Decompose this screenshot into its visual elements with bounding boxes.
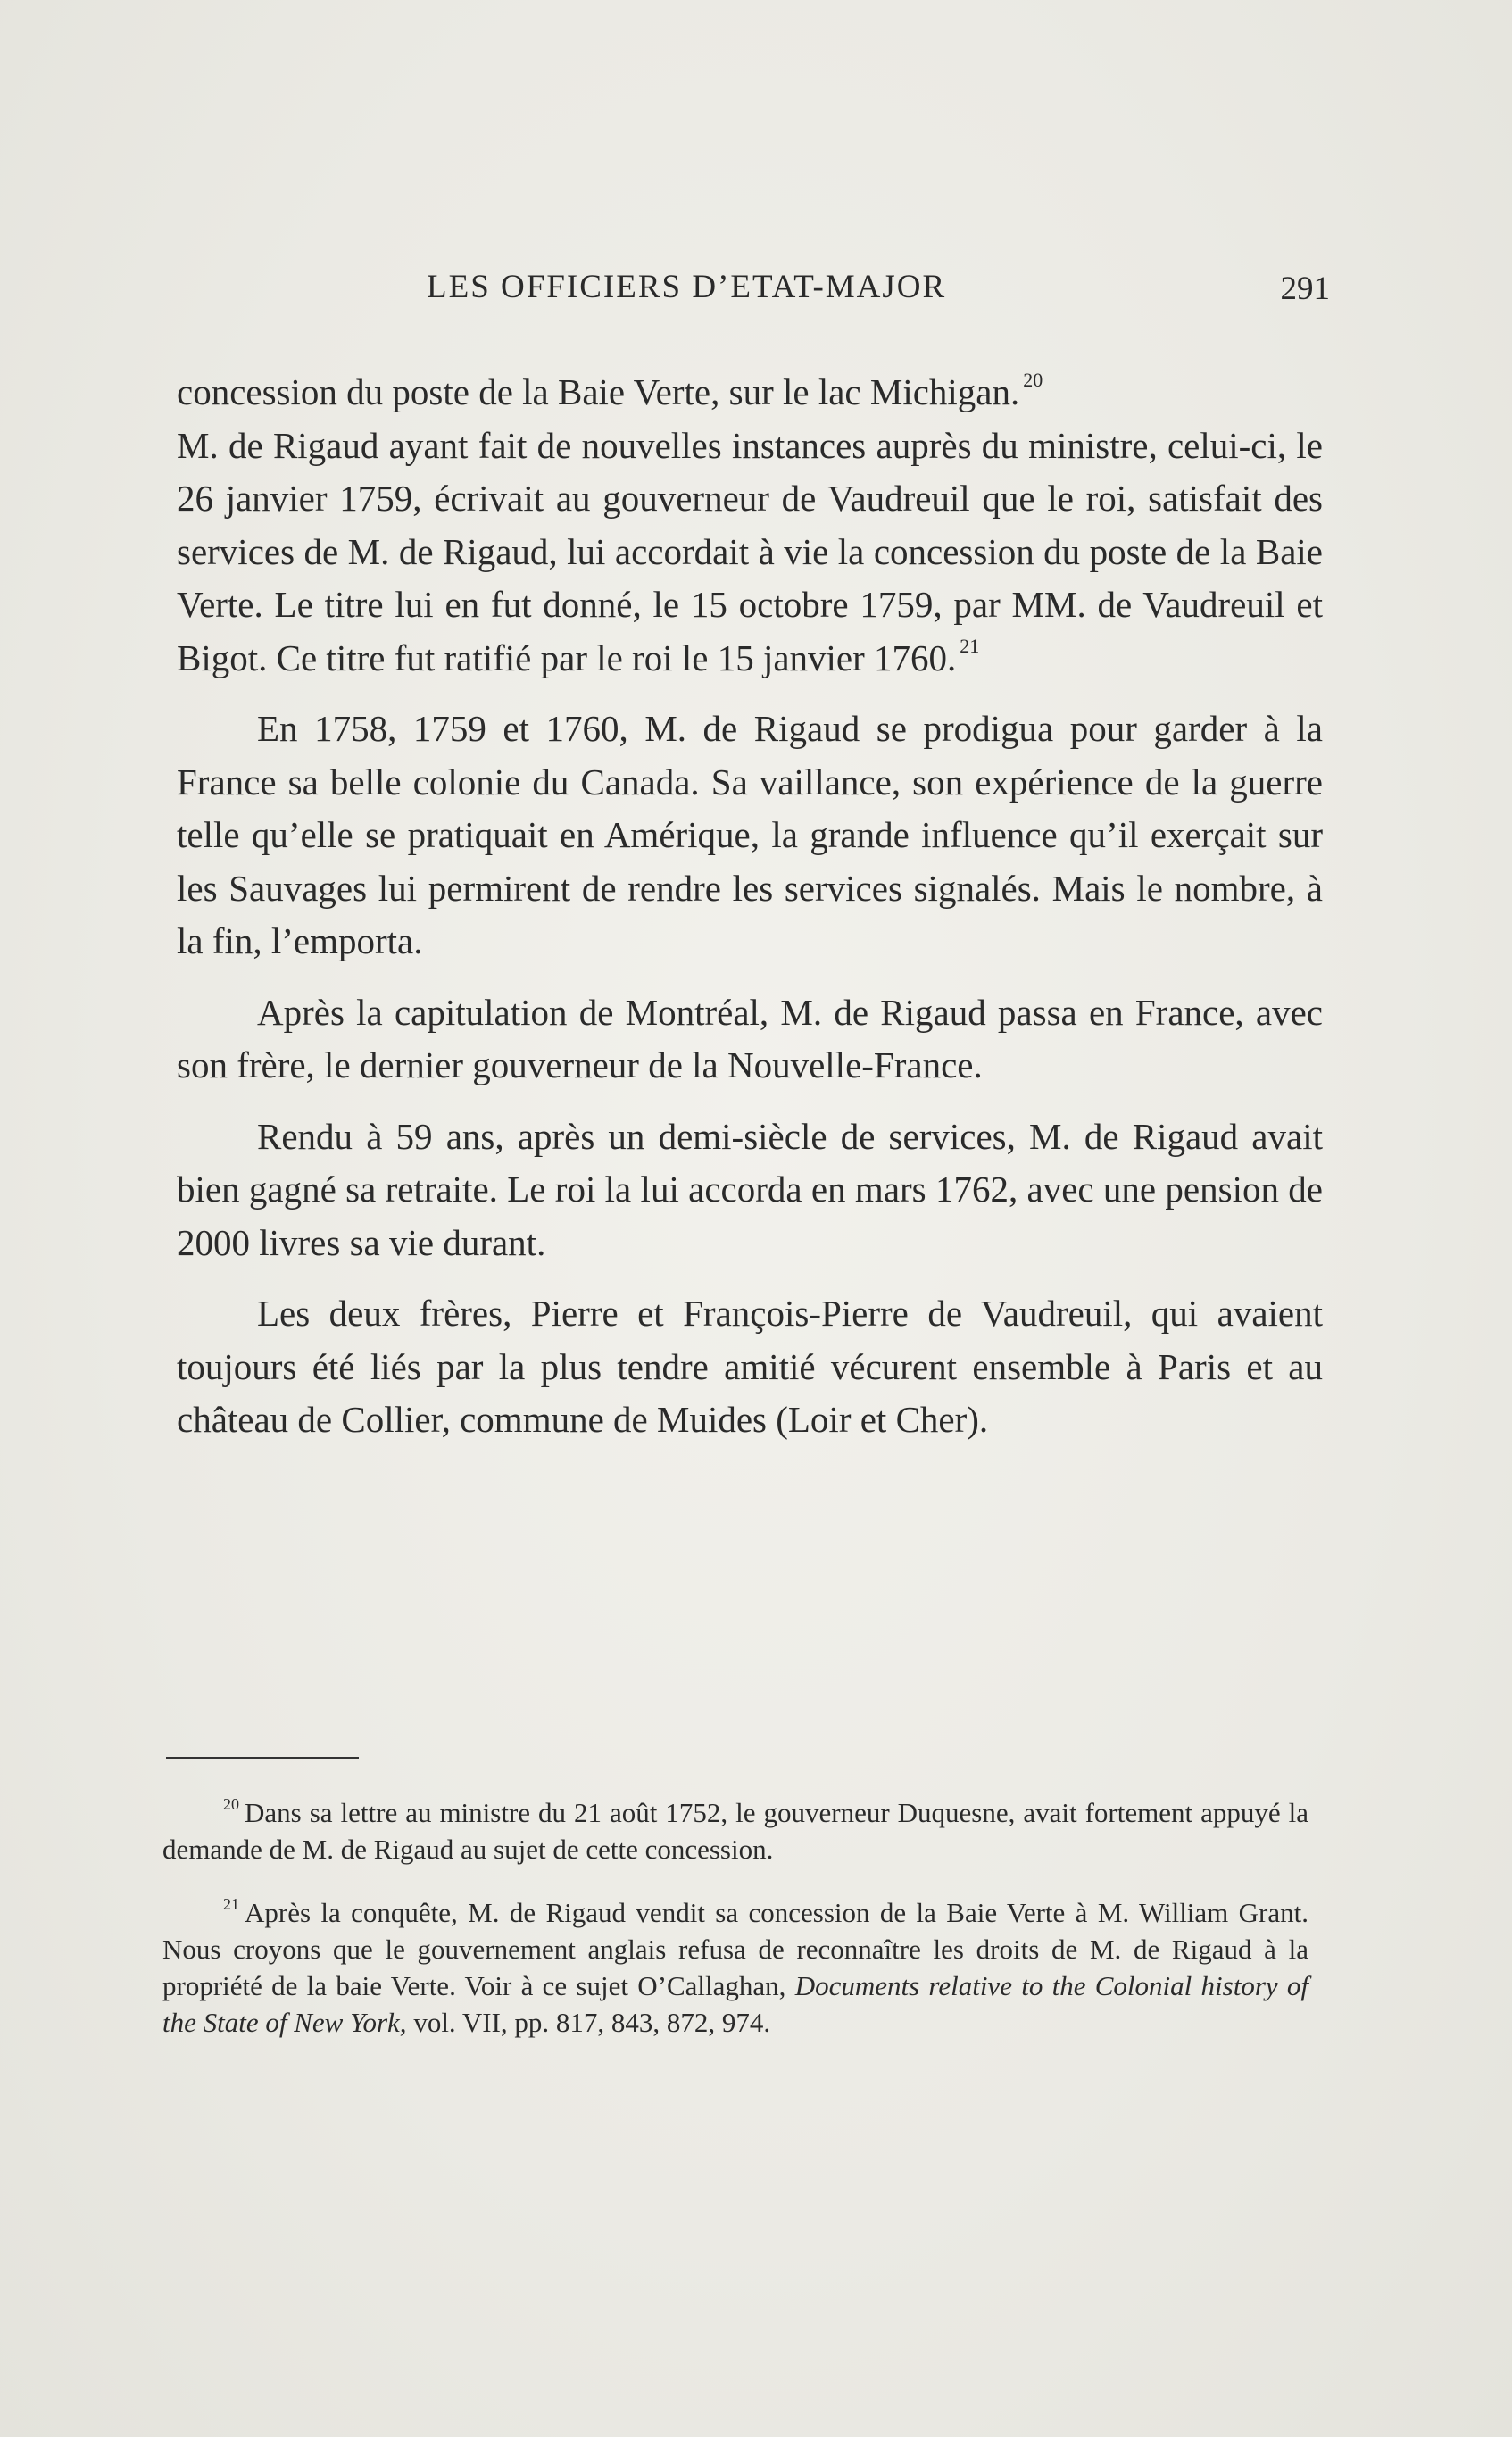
footnote-mark: 20 <box>223 1795 239 1813</box>
running-title: LES OFFICIERS D’ETAT-MAJOR <box>427 269 947 305</box>
footnote-text-citation: vol. VII, pp. 817, 843, 872, 974. <box>413 2007 771 2038</box>
main-text <box>177 366 1323 1465</box>
footnote-mark: 21 <box>223 1895 239 1913</box>
paragraph-text: M. de Rigaud ayant fait de nouvelles instances auprès du ministre, celui-ci, le 26 janvier 1759, écrivait au gouverneur de Vaudreuil que le roi, satisfait des services de M. de Rigaud, lui accordait à vie la concession du poste de la Baie Verte. Le titre lui en fut donné, le 15 octobre 1759, par MM. de Vaudreuil et Bigot. Ce titre fut ratifié par le roi le 15 janvier 1760. <box>177 424 1323 678</box>
paragraph <box>177 420 1323 686</box>
footnote-21 <box>162 1894 1308 2041</box>
footnote-reference: 20 <box>1023 369 1043 391</box>
paragraph: Rendu à 59 ans, après un demi-siècle de services, M. de Rigaud avait bien gagné sa retraite. Le roi la lui accorda en mars 1762, avec une pension de 2000 livres sa vie durant. <box>177 1115 1323 1263</box>
paragraph-continuation <box>177 366 1323 420</box>
footnote-text: Après la conquête, M. de Rigaud vendit sa concession de la Baie Verte à M. William Grant. Nous croyons que le gouvernement anglais refusa de reconnaître les droits de M. de Rigaud à la propriété de la baie Verte. Voir à ce sujet O’Callaghan, <box>162 1897 1308 2001</box>
footnote-separator <box>166 1757 359 1759</box>
footnote-20 <box>162 1794 1308 1867</box>
running-head <box>170 268 1330 312</box>
cited-work-title: Documents relative to the Colonial history of the State of New York, <box>162 1970 1309 2038</box>
footnote-text: Dans sa lettre au ministre du 21 août 1752, le gouverneur Duquesne, avait fortement appuyé la demande de M. de Rigaud au sujet de cette concession. <box>162 1797 1308 1865</box>
paragraph: Les deux frères, Pierre et François-Pierre de Vaudreuil, qui avaient toujours été liés par la plus tendre amitié vécurent ensemble à Paris et au château de Collier, commune de Muides (Loir et Cher). <box>177 1293 1323 1440</box>
footnotes <box>162 1794 1308 2067</box>
paragraph: Après la capitulation de Montréal, M. de Rigaud passa en France, avec son frère, le dernier gouverneur de la Nouvelle-France. <box>177 991 1323 1085</box>
paragraph-text: concession du poste de la Baie Verte, sur le lac Michigan. <box>177 371 1020 412</box>
footnote-reference: 21 <box>960 634 980 657</box>
paragraph: En 1758, 1759 et 1760, M. de Rigaud se prodigua pour garder à la France sa belle colonie du Canada. Sa vaillance, son expérience de la guerre telle qu’elle se pratiquait en Amérique, la grande influence qu’il exerçait sur les Sauvages lui permirent de rendre les services signalés. Mais le nombre, à la fin, l’emporta. <box>177 708 1323 961</box>
page-number: 291 <box>1280 270 1330 307</box>
